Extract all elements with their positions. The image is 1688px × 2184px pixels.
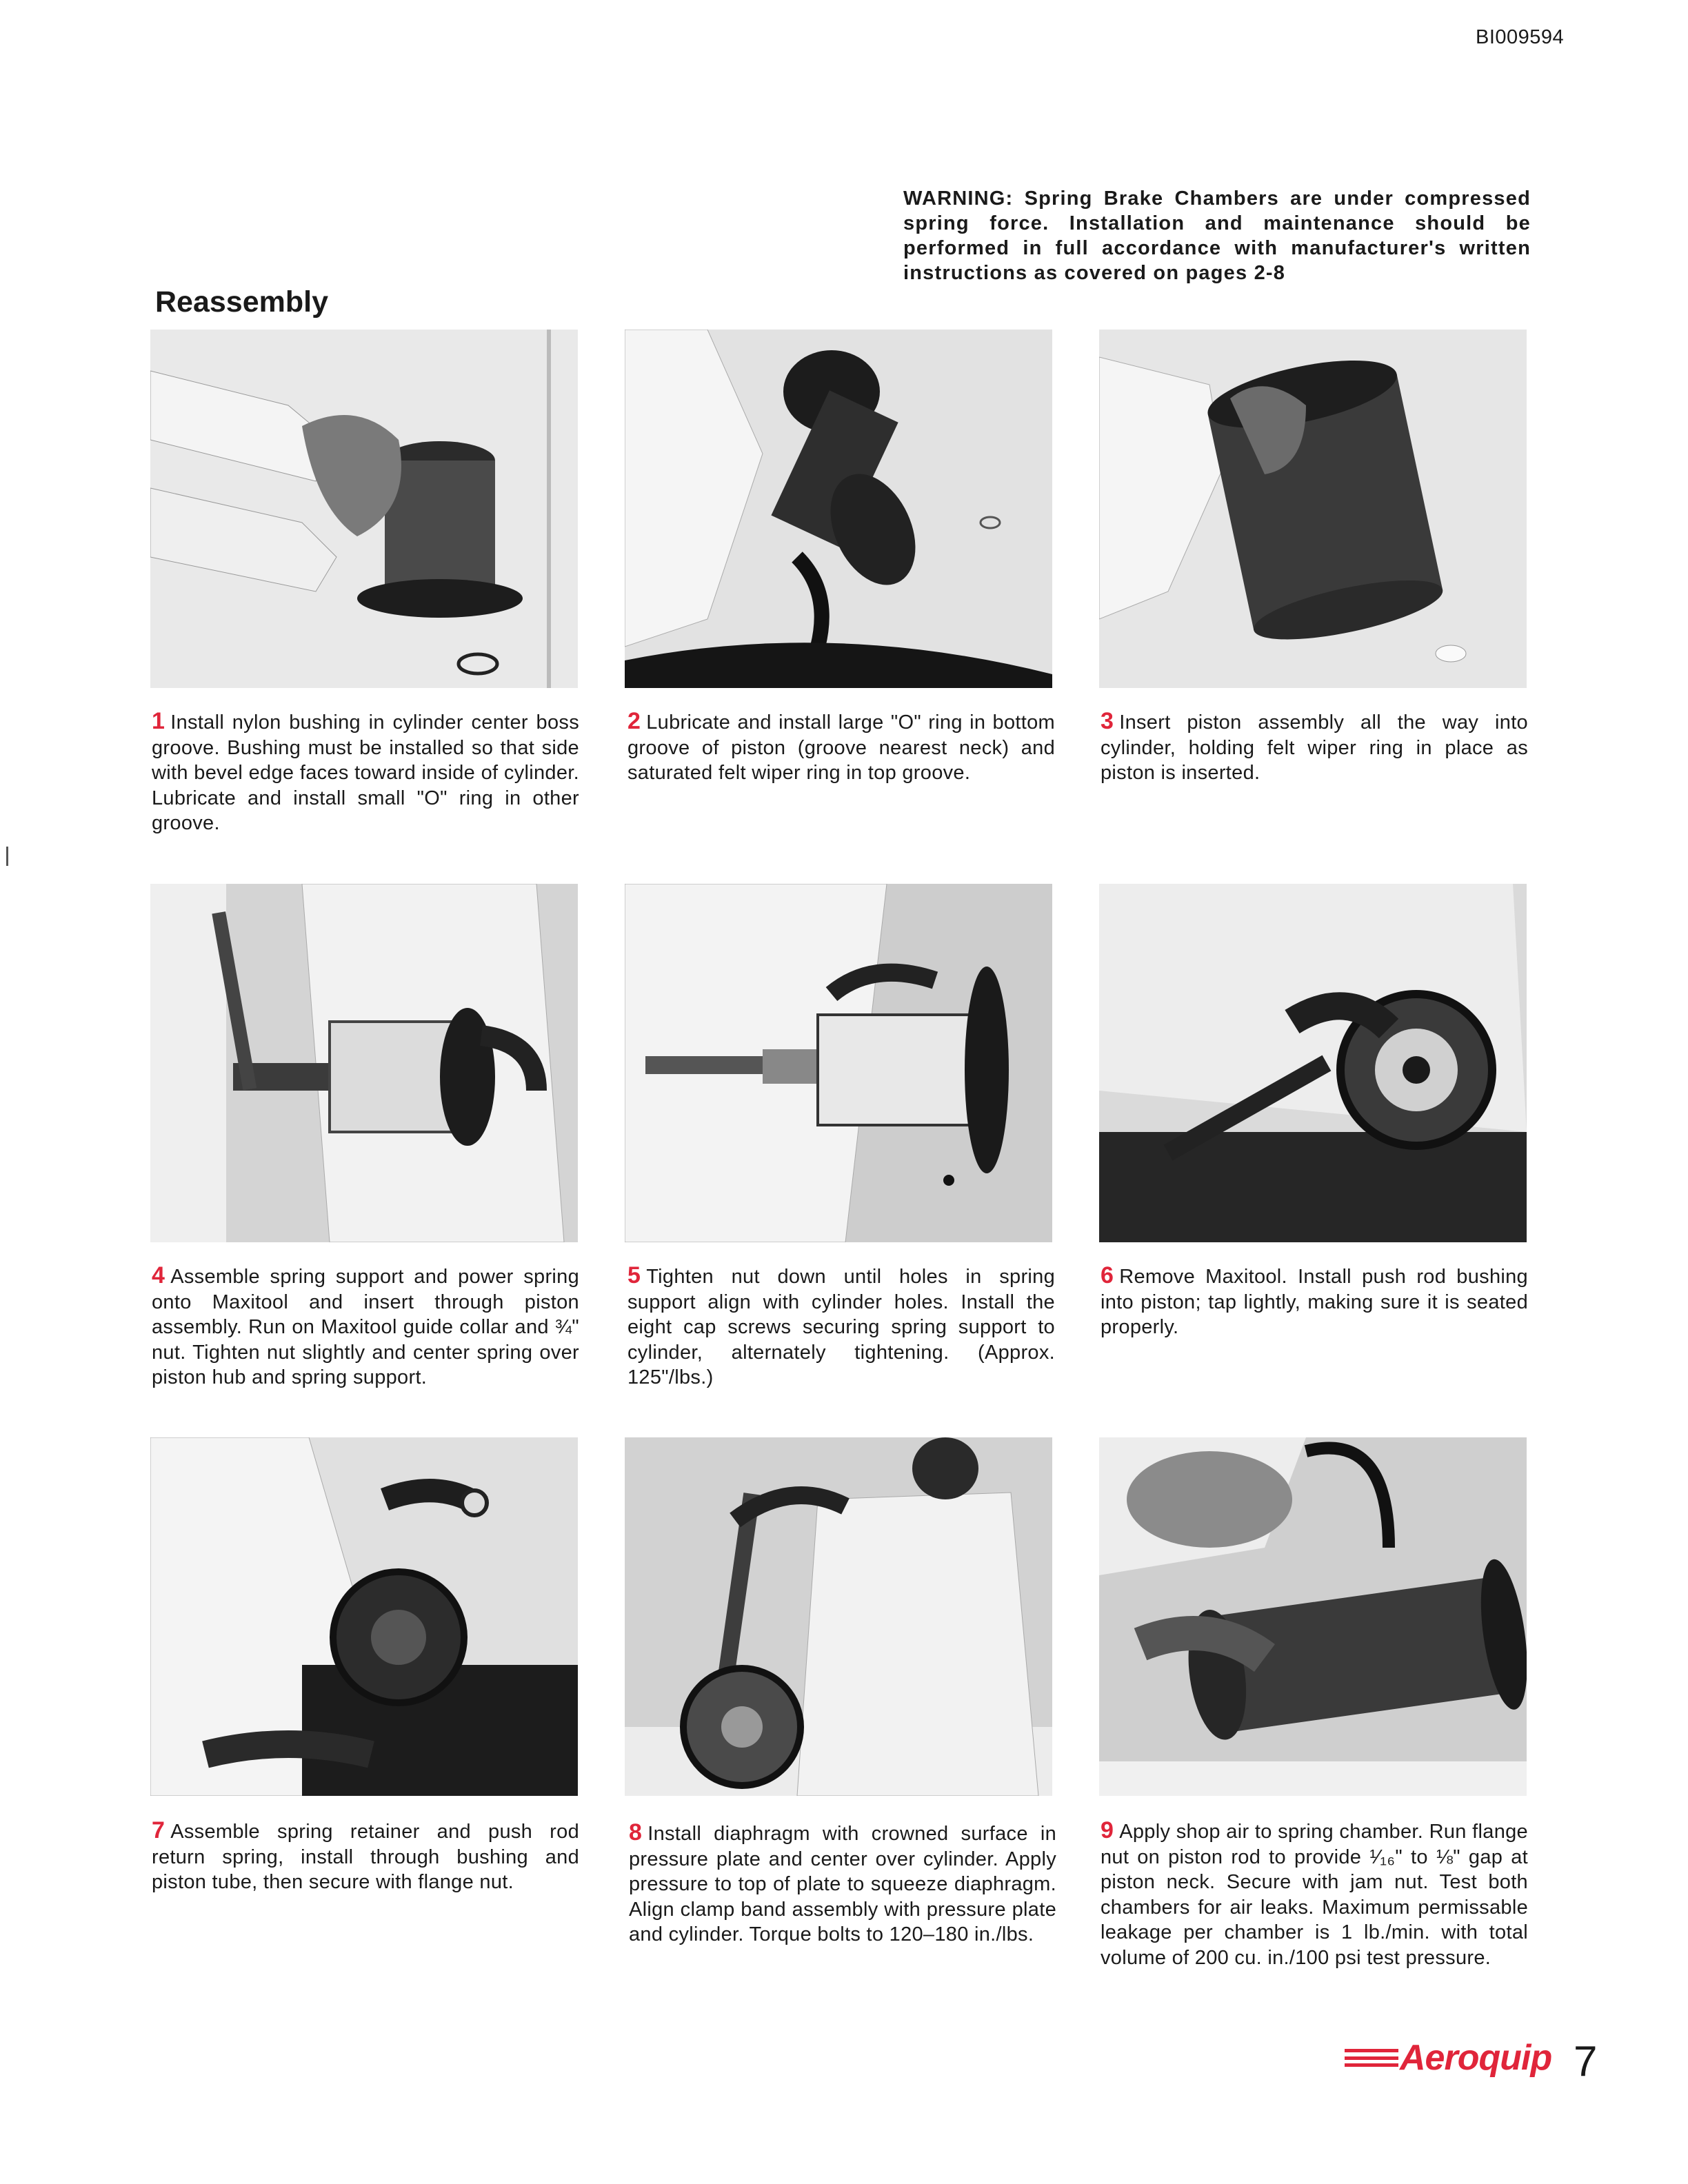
- step-2-text: Lubricate and install large "O" ring in bottom groove of piston (groove nearest neck) and saturated felt wiper ring in top groove.: [627, 711, 1055, 784]
- step-9-text: Apply shop air to spring chamber. Run flange nut on piston rod to provide ¹⁄₁₆" to ⅛" gap at piston neck. Secure with jam nut. Test both chambers for air leaks. Maximum permissable leakage per chamber is 1 lb./min. with total volume of 200 cu. in./100 psi test pressure.: [1101, 1821, 1528, 1969]
- step-7-number: 7: [152, 1817, 165, 1843]
- step-2-photo: [625, 330, 1052, 688]
- step-8-caption: [629, 1820, 1056, 1948]
- step-4-number: 4: [152, 1262, 165, 1288]
- brand-name: Aeroquip: [1400, 2038, 1552, 2078]
- margin-mark: [6, 847, 8, 866]
- step-1-text: Install nylon bushing in cylinder center boss groove. Bushing must be installed so that side with bevel edge faces toward inside of cylinder. Lubricate and install small "O" ring in other groove.: [152, 711, 579, 834]
- page-number: 7: [1574, 2038, 1598, 2085]
- step-4-caption: [152, 1263, 579, 1391]
- step-3-caption: [1101, 709, 1528, 786]
- document-id: BI009594: [1476, 26, 1565, 48]
- step-1-caption: [152, 709, 579, 836]
- step-7-photo: [150, 1437, 578, 1796]
- step-1-photo: [150, 330, 578, 688]
- step-5-photo: [625, 884, 1052, 1242]
- step-6-text: Remove Maxitool. Install push rod bushing into piston; tap lightly, making sure it is seated properly.: [1101, 1266, 1528, 1338]
- step-8-text: Install diaphragm with crowned surface in pressure plate and center over cylinder. Apply pressure to top of plate to squeeze diaphragm. Align clamp band assembly with pressure plate and cylinder. Torque bolts to 120–180 in./lbs.: [629, 1823, 1056, 1945]
- step-4-text: Assemble spring support and power spring onto Maxitool and insert through piston assembly. Run on Maxitool guide collar and ¾" nut. Tighten nut slightly and center spring over piston hub and spring support.: [152, 1266, 579, 1388]
- section-title: Reassembly: [155, 285, 328, 318]
- step-4-photo: [150, 884, 578, 1242]
- step-8-number: 8: [629, 1819, 643, 1846]
- step-9-number: 9: [1101, 1817, 1114, 1843]
- brand-logo: [1345, 2037, 1551, 2079]
- step-6-photo: [1099, 884, 1527, 1242]
- step-5-text: Tighten nut down until holes in spring support align with cylinder holes. Install the eight cap screws securing spring support to cylinder, alternately tightening. (Approx. 125"/lbs.): [627, 1266, 1055, 1388]
- step-8-photo: [625, 1437, 1052, 1796]
- step-5-number: 5: [627, 1262, 641, 1288]
- warning-notice: WARNING: Spring Brake Chambers are under compressed spring force. Installation and maintenance should be performed in full accordance with manufacturer's written instructions as covered on pages 2-8: [903, 188, 1531, 284]
- step-9-photo: [1099, 1437, 1527, 1796]
- step-7-caption: [152, 1818, 579, 1895]
- step-3-text: Insert piston assembly all the way into cylinder, holding felt wiper ring in place as piston is inserted.: [1101, 711, 1528, 784]
- step-1-number: 1: [152, 708, 165, 734]
- step-6-number: 6: [1101, 1262, 1114, 1288]
- step-2-number: 2: [627, 708, 641, 734]
- step-2-caption: [627, 709, 1055, 786]
- step-3-photo: [1099, 330, 1527, 688]
- step-6-caption: [1101, 1263, 1528, 1340]
- step-5-caption: [627, 1263, 1055, 1391]
- step-3-number: 3: [1101, 708, 1114, 734]
- step-7-text: Assemble spring retainer and push rod return spring, install through bushing and piston tube, then secure with flange nut.: [152, 1821, 579, 1893]
- logo-stripes-icon: [1345, 2049, 1398, 2067]
- step-9-caption: [1101, 1818, 1528, 1970]
